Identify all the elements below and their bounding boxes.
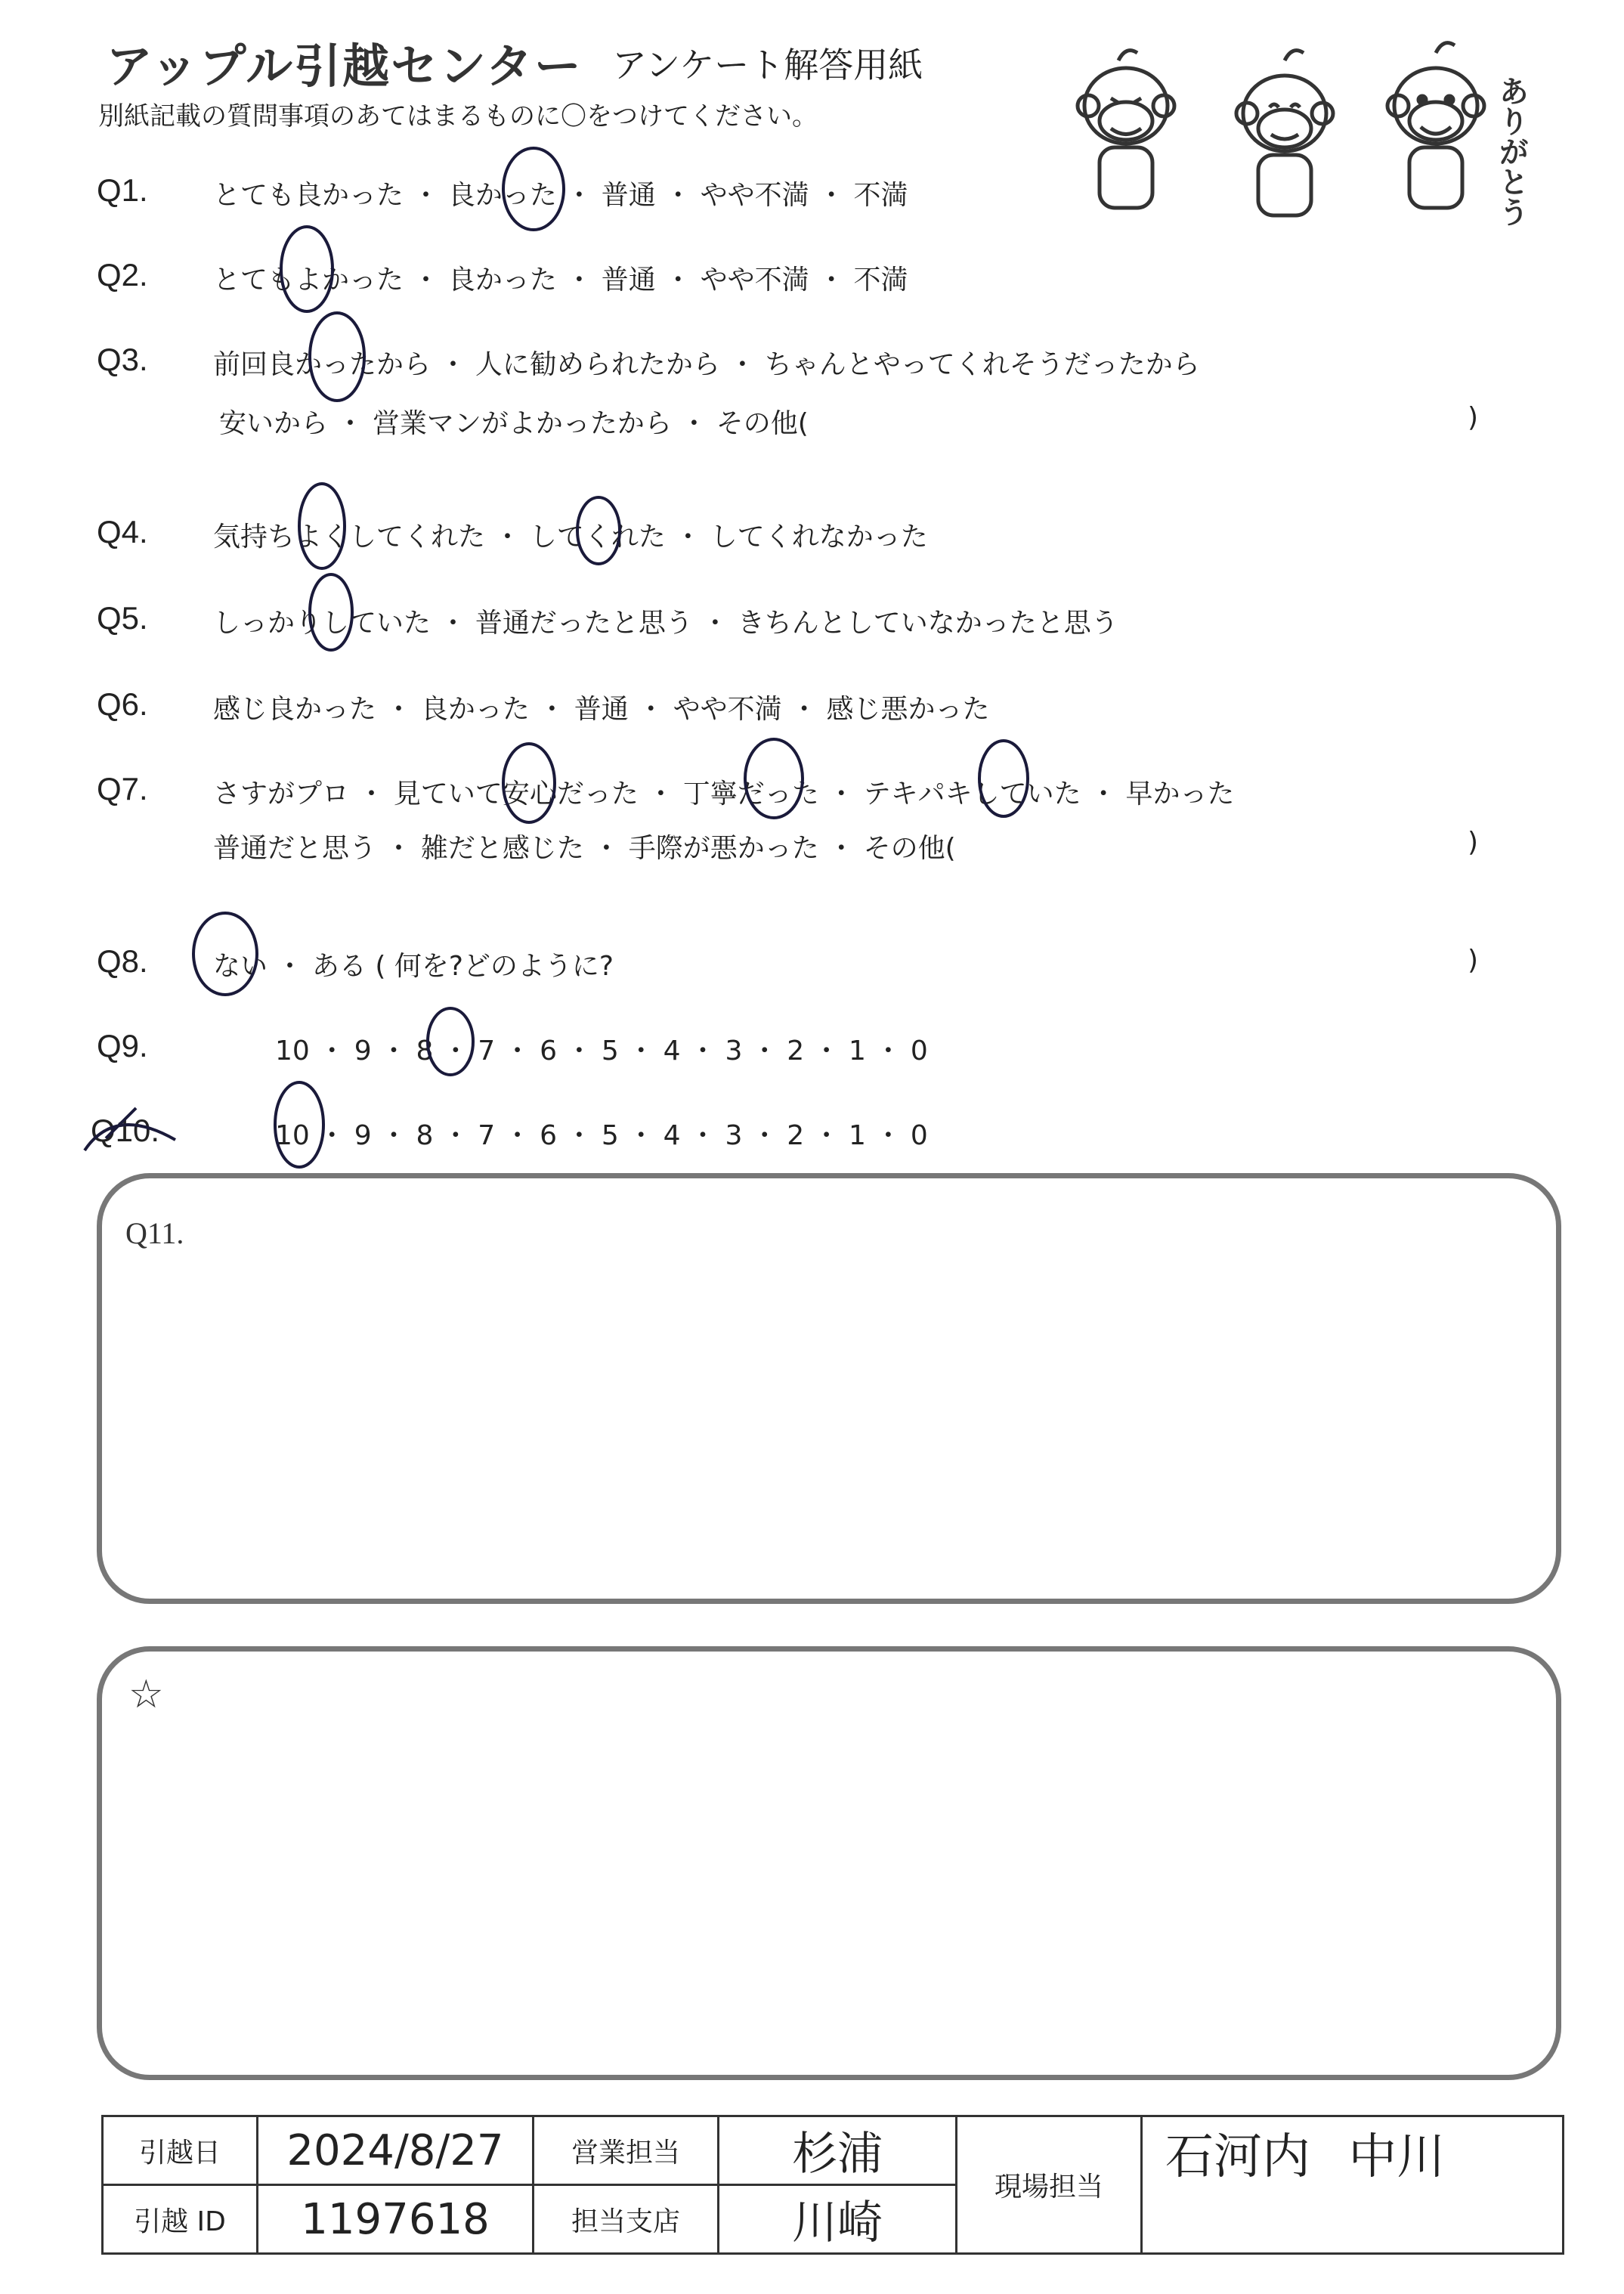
q4-circle-2 [577, 497, 620, 564]
mascot-text: ありがとう [1494, 76, 1529, 227]
q3-options-line1: 前回良かったから ・ 人に勧められたから ・ ちゃんとやってくれそうだったから [213, 349, 1200, 380]
q2-options: とてもよかった ・ 良かった ・ 普通 ・ やや不満 ・ 不満 [213, 265, 908, 296]
move-date-label: 引越日 [103, 2116, 258, 2185]
site-value-2: 中川 [1348, 2129, 1446, 2185]
sales-label: 営業担当 [534, 2116, 719, 2185]
q10-strike [85, 1108, 175, 1150]
site-label: 現場担当 [957, 2116, 1142, 2254]
q8-circle [193, 913, 257, 995]
q11-label: Q11. [125, 1216, 184, 1250]
branch-value: 川崎 [719, 2185, 957, 2254]
q2-circle [281, 227, 333, 311]
q3-close-paren: ) [1468, 402, 1479, 433]
q4-label: Q4. [97, 514, 148, 550]
q8-label: Q8. [97, 943, 148, 979]
q4-circle-1 [299, 484, 345, 568]
q1-options: とても良かった ・ 良かった ・ 普通 ・ やや不満 ・ 不満 [213, 180, 908, 211]
q7-options-line1: さすがプロ ・ 見ていて安心だった ・ 丁寧だった ・ テキパキしていた ・ 早かった [213, 779, 1235, 810]
form-title: アンケート解答用紙 [612, 45, 923, 85]
move-date-value: 2024/8/27 [258, 2116, 534, 2185]
instruction-text: 別紙記載の質問事項のあてはまるものに〇をつけてください。 [98, 101, 818, 132]
q6-label: Q6. [97, 686, 148, 722]
q10-label: Q10. [91, 1113, 160, 1148]
q7-options-line2: 普通だと思う ・ 雑だと感じた ・ 手際が悪かった ・ その他( [213, 833, 956, 864]
q10-circle [275, 1082, 323, 1167]
sales-value: 杉浦 [719, 2116, 957, 2185]
q4-options: 気持ちよくしてくれた ・ してくれた ・ してくれなかった [213, 522, 928, 553]
q5-circle [310, 574, 352, 650]
company-name: アップル引越センター [106, 39, 583, 94]
star-label: ☆ [128, 1673, 164, 1717]
q10-scale: 10 ・ 9 ・ 8 ・ 7 ・ 6 ・ 5 ・ 4 ・ 3 ・ 2 ・ 1 ・ 0 [275, 1120, 928, 1151]
move-id-value: 1197618 [258, 2185, 534, 2254]
site-value-1: 石河内 [1165, 2129, 1310, 2185]
q1-circle [503, 148, 564, 230]
branch-label: 担当支店 [534, 2185, 719, 2254]
q9-circle [428, 1008, 473, 1075]
q5-label: Q5. [97, 600, 148, 636]
q7-circle-1 [503, 744, 555, 822]
q2-label: Q2. [97, 257, 148, 293]
q3-options-line2: 安いから ・ 営業マンがよかったから ・ その他( [219, 408, 809, 439]
q9-scale: 10 ・ 9 ・ 8 ・ 7 ・ 6 ・ 5 ・ 4 ・ 3 ・ 2 ・ 1 ・ 0 [275, 1036, 928, 1067]
q8-options: ない ・ ある ( 何を?どのように? [213, 951, 614, 982]
q6-options: 感じ良かった ・ 良かった ・ 普通 ・ やや不満 ・ 感じ悪かった [213, 694, 990, 725]
q7-close-paren: ) [1468, 827, 1479, 858]
q3-label: Q3. [97, 342, 148, 377]
q3-circle [310, 313, 364, 401]
q7-circle-2 [745, 739, 803, 818]
q1-label: Q1. [97, 172, 148, 208]
q9-label: Q9. [97, 1028, 148, 1063]
move-id-label: 引越 ID [103, 2185, 258, 2254]
q5-options: しっかりしていた ・ 普通だったと思う ・ きちんとしていなかったと思う [213, 608, 1118, 639]
q7-circle-3 [979, 741, 1028, 816]
q7-label: Q7. [97, 771, 148, 806]
q8-close-paren: ) [1468, 945, 1479, 976]
